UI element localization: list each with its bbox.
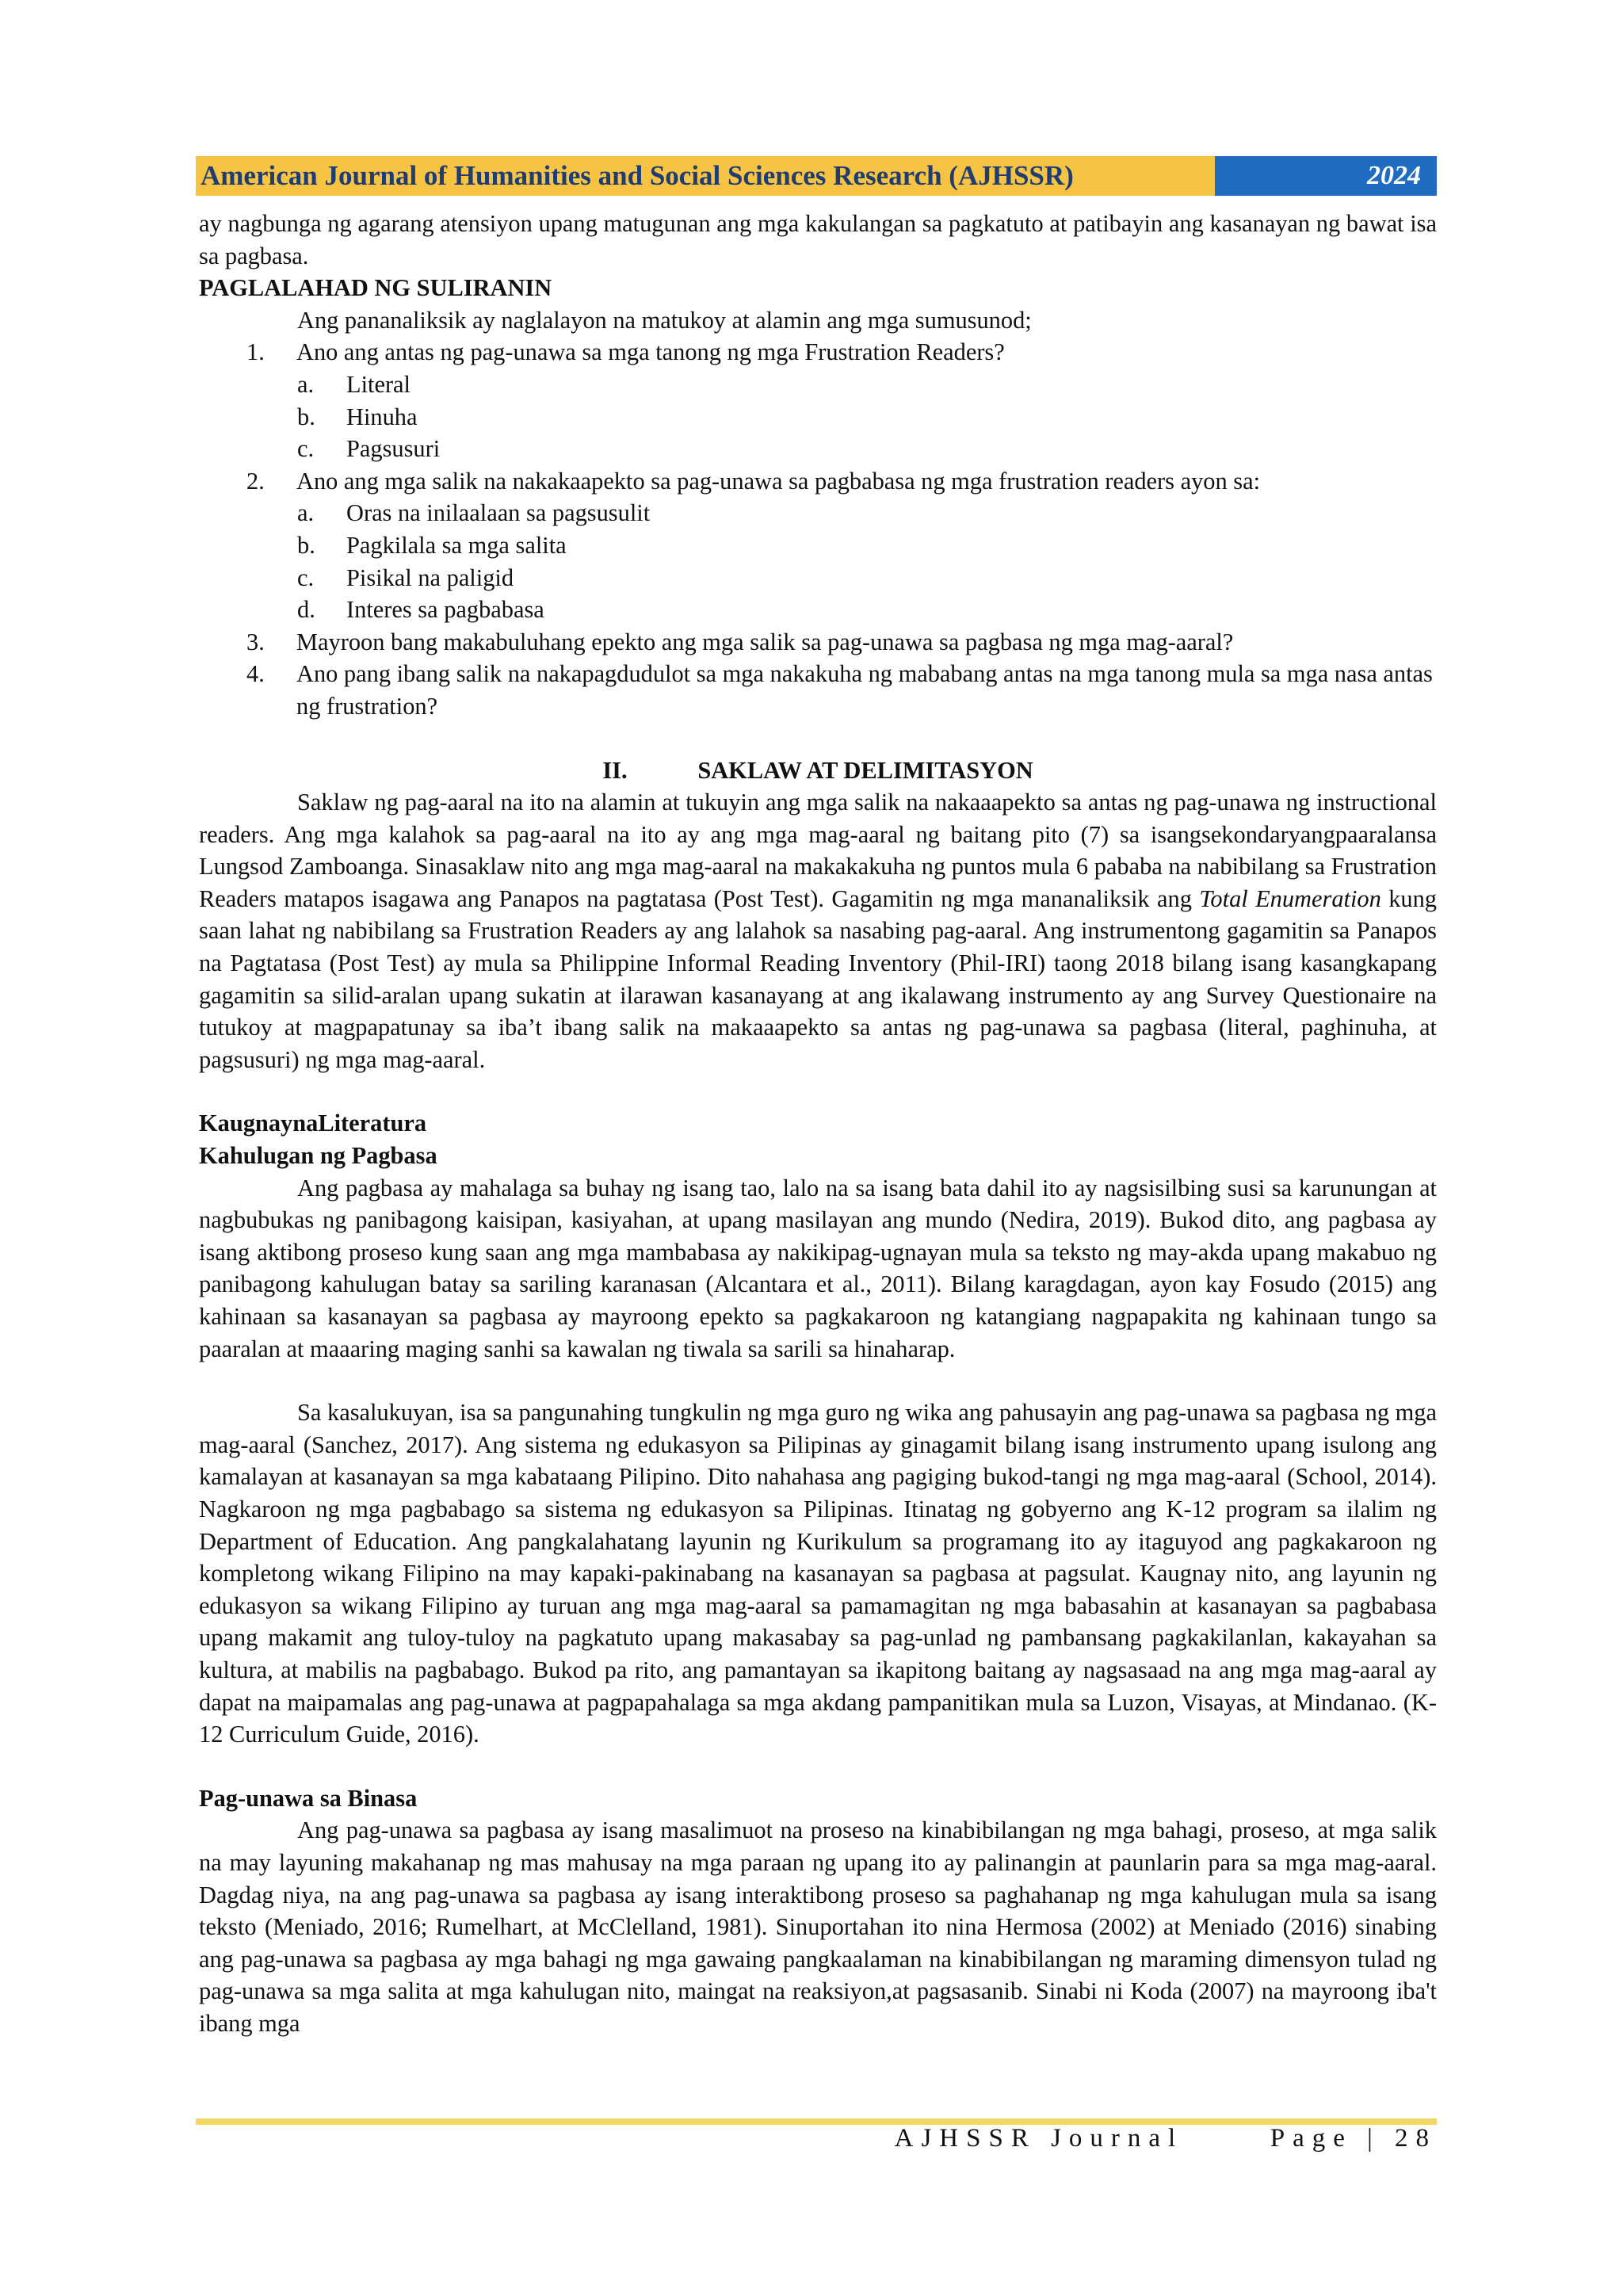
sub-text: Literal [346, 370, 411, 398]
scope-paragraph [199, 786, 1437, 1075]
section-title: SAKLAW AT DELIMITASYON [697, 756, 1033, 784]
spacer [199, 1075, 1437, 1107]
problem-lead: Ang pananaliksik ay naglalayon na matukoy at alamin ang mga sumusunod; [297, 306, 1032, 334]
journal-header-band [196, 156, 1437, 196]
sub-item [199, 369, 1437, 401]
sub-item [199, 562, 1437, 594]
sub-item [199, 401, 1437, 434]
sub-item [199, 497, 1437, 529]
sub-text: Pagsusuri [346, 435, 441, 463]
footer-page: Page | 28 [1270, 2124, 1437, 2153]
sub-text: Hinuha [346, 403, 418, 430]
section-number: II. [602, 756, 628, 784]
literature-paragraph-2: Sa kasalukuyan, isa sa pangunahing tungkulin ng mga guro ng wika ang pahusayin ang pag-unawa sa pagbasa ng mga mag-aaral (Sanchez, 2017). Ang sistema ng edukasyon sa Pilipinas ay ginagamit bilang isang instrumento upang isulong ang kamalayan at kasanayan sa mga kabataang Pilipino. Dito nahahasa ang pagiging bukod-tangi ng mga mag-aaral (School, 2014). Nagkaroon ng mga pagbabago sa sistema ng edukasyon sa Pilipinas. Itinatag ng gobyerno ang K-12 program sa ilalim ng Department of Education. Ang pangkalahatang layunin ng Kurikulum sa programang ito ay itaguyod ang pagkakaroon ng kompletong wikang Filipino na may kapaki-pakinabang na kasanayan sa pagbasa at pagsulat. Kaugnay nito, ang layunin ng edukasyon sa wikang Filipino ay turuan ang mga mag-aaral sa pamamagitan ng mga babasahin at kasanayan sa pagbabasa upang makamit ang tuloy-tuloy na pagkatuto upang makasabay sa pag-unlad ng pambansang pagkakilanlan, kakayahan sa kultura, at mabilis na pagbabago. Bukod pa rito, ang pamantayan sa ikapitong baitang ay nagsasaad na ang mga mag-aaral ay dapat na maipamalas ang pag-unawa at pagpapahalaga sa mga akdang pampanitikan mula sa Luzon, Visayas, at Mindanao. (K-12 Curriculum Guide, 2016). [199, 1399, 1437, 1748]
scope-text-before: Saklaw ng pag-aaral na ito na alamin at tukuyin ang mga salik na nakaaapekto sa antas ng pag-unawa ng instructional readers. Ang mga kalahok sa pag-aaral na ito ay ang mga mag-aaral ng baitang pito (7) sa isangsekondaryangpaaralansa Lungsod Zamboanga. Sinasaklaw nito ang mga mag-aaral na makakakuha ng puntos mula 6 pababa na nabibilang sa Frustration Readers matapos isagawa ang Panapos na pagtatasa (Post Test). Gagamitin ng mga mananaliksik ang [199, 789, 1437, 912]
question-number: 2. [246, 467, 265, 495]
sub-item [199, 433, 1437, 465]
question-1 [199, 336, 1437, 369]
question-number: 3. [246, 628, 265, 655]
sub-letter: a. [297, 370, 315, 398]
scope-text-after: kung saan lahat ng nabibilang sa Frustration Readers ay ang lalahok sa nasabing pag-aaral. Ang instrumentong gagamitin sa Panapos na Pagtatasa (Post Test) ay mula sa Philippine Informal Reading Inventory (Phil-IRI) taong 2018 bilang isang kasangkapang gagamitin sa silid-aralan upang sukatin at ilarawan kasanayang at ang ikalawang instrumento ay ang Survey Questionaire na tutukoy at magpapatunay sa iba’t ibang salik na makaaapekto sa antas ng pag-unawa sa pagbasa (literal, paghinuha, at pagsusuri) ng mga mag-aaral. [199, 884, 1437, 1073]
article-body [199, 208, 1437, 2039]
question-2 [199, 465, 1437, 498]
question-text: Ano ang antas ng pag-unawa sa mga tanong ng mga Frustration Readers? [296, 338, 1005, 366]
sub-item [199, 529, 1437, 562]
intro-continuation: ay nagbunga ng agarang atensiyon upang matugunan ang mga kakulangan sa pagkatuto at patibayin ang kasanayan ng bawat isa sa pagbasa. [199, 210, 1437, 269]
literature-subheading: Kahulugan ng Pagbasa [199, 1142, 437, 1170]
journal-year: 2024 [1215, 156, 1437, 196]
comprehension-paragraph: Ang pag-unawa sa pagbasa ay isang masalimuot na proseso na kinabibilangan ng mga bahagi, proseso, at mga salik na may layuning makahanap ng mas mahusay na mga paraan ng upang ito ay palinangin at paunlarin para sa mga mag-aaral. Dagdag niya, na ang pag-unawa sa pagbasa ay isang interaktibong proseso sa paghahanap ng mga kahulugan mula sa isang teksto (Meniado, 2016; Rumelhart, at McClelland, 1981). Sinuportahan ito nina Hermosa (2002) at Meniado (2016) sinabing ang pag-unawa sa pagbasa ay mga bahagi ng mga gawaing pangkaalaman na kinabibilangan ng maraming dimensyon tulad ng pag-unawa sa mga salita at mga kahulugan nito, maingat na reaksiyon,at pagsasanib. Sinabi ni Koda (2007) na mayroong iba't ibang mga [199, 1817, 1437, 2037]
comprehension-heading: Pag-unawa sa Binasa [199, 1784, 418, 1812]
sub-letter: c. [297, 563, 315, 591]
question-4 [199, 658, 1437, 722]
footer-journal: AJHSSR Journal [894, 2124, 1184, 2153]
sub-letter: d. [297, 596, 315, 624]
question-text: Ano pang ibang salik na nakapagdudulot sa mga nakakuha ng mababang antas na mga tanong mula sa mga nasa antas ng frustration? [296, 660, 1433, 720]
sub-letter: b. [297, 403, 315, 430]
question-number: 1. [246, 338, 265, 366]
section-heading [199, 755, 1437, 787]
spacer [199, 1365, 1437, 1396]
sub-letter: b. [297, 531, 315, 559]
literature-heading: KaugnaynaLiteratura [199, 1110, 427, 1137]
sub-text: Interes sa pagbabasa [346, 596, 544, 624]
journal-title: American Journal of Humanities and Social Sciences Research (AJHSSR) [196, 156, 1215, 196]
sub-text: Oras na inilaalaan sa pagsusulit [346, 499, 651, 527]
page-footer [895, 2124, 1437, 2153]
problem-heading: PAGLALAHAD NG SULIRANIN [199, 274, 552, 302]
sub-item [199, 594, 1437, 626]
literature-paragraph-1: Ang pagbasa ay mahalaga sa buhay ng isang tao, lalo na sa isang bata dahil ito ay nagsisilbing susi sa karunungan at nagbubukas ng panibagong kaisipan, kasiyahan, at upang masilayan ang mundo (Nedira, 2019). Bukod dito, ang pagbasa ay isang aktibong proseso kung saan ang mga mambabasa ay nakikipag-ugnayan mula sa teksto ng may-akda upang makabuo ng panibagong kahulugan batay sa sariling karanasan (Alcantara et al., 2011). Bilang karagdagan, ayon kay Fosudo (2015) ang kahinaan sa kasanayan sa pagbasa ay mayroong epekto sa pagkakaroon ng katangiang nagpapakita ng kahinaan tungo sa paaralan at maaaring maging sanhi sa kawalan ng tiwala sa sarili sa hinaharap. [199, 1174, 1437, 1362]
scope-text-italic: Total Enumeration [1199, 884, 1381, 912]
sub-letter: c. [297, 435, 315, 463]
sub-text: Pisikal na paligid [346, 563, 514, 591]
sub-text: Pagkilala sa mga salita [346, 531, 567, 559]
question-text: Mayroon bang makabuluhang epekto ang mga salik sa pag-unawa sa pagbasa ng mga mag-aaral? [296, 628, 1234, 655]
question-text: Ano ang mga salik na nakakaapekto sa pag-unawa sa pagbabasa ng mga frustration readers ayon sa: [296, 467, 1261, 495]
sub-letter: a. [297, 499, 315, 527]
question-3 [199, 626, 1437, 659]
spacer [199, 1751, 1437, 1782]
question-number: 4. [246, 660, 265, 688]
